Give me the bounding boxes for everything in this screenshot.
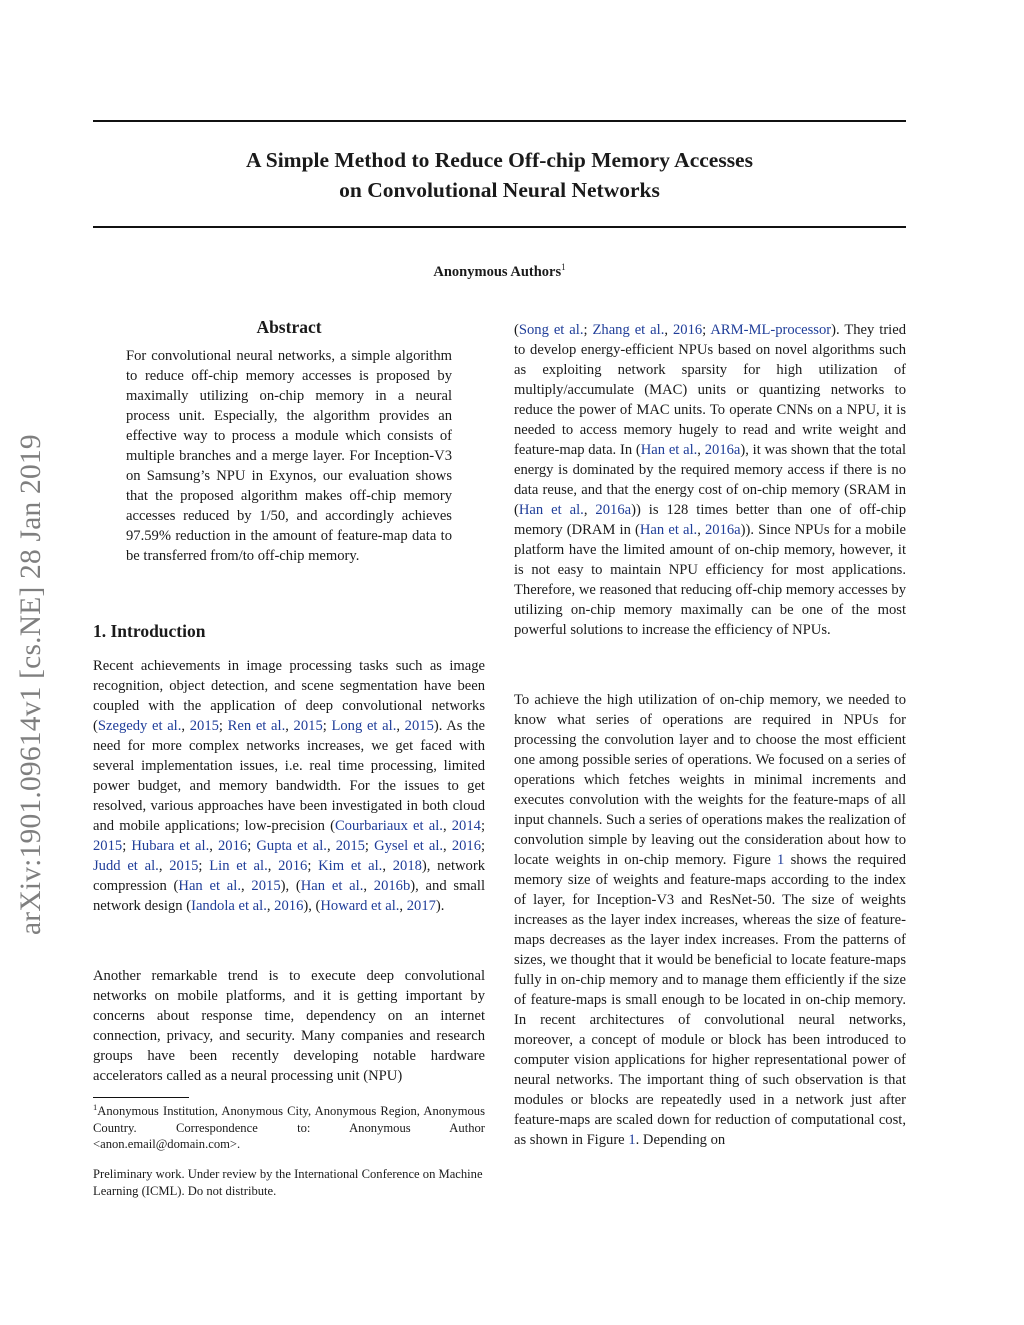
- citation-link[interactable]: 2018: [392, 858, 422, 874]
- text-run: ,: [158, 858, 170, 874]
- footnote-text: Anonymous Institution, Anonymous City, Anonymous Region, Anonymous Country. Correspondence to: Anonymous Author <anon.email@domain.com>.: [93, 1104, 485, 1152]
- text-run: (: [514, 322, 519, 338]
- text-run: ,: [664, 322, 673, 338]
- text-run: ,: [363, 878, 374, 894]
- citation-link[interactable]: 2015: [251, 878, 281, 894]
- text-run: ;: [322, 718, 332, 734]
- citation-link[interactable]: 2016a: [595, 502, 632, 518]
- text-run: ;: [218, 718, 228, 734]
- citation-link[interactable]: 1: [777, 852, 785, 868]
- citation-link[interactable]: 2015: [169, 858, 199, 874]
- right-paragraph-2: [514, 690, 906, 1150]
- citation-link[interactable]: 2014: [451, 818, 481, 834]
- footnote-mark: 1: [93, 1102, 98, 1112]
- citation-link[interactable]: Hubara et al.: [131, 838, 210, 854]
- citation-link[interactable]: Gysel et al.: [374, 838, 444, 854]
- text-run: ,: [240, 878, 252, 894]
- text-run: ,: [382, 858, 393, 874]
- text-run: shows the required memory size of weights and feature-maps according to the index of layer, for Inception-V3 and ResNet-50. The size of weights increases as the layer index increases, whereas the size of feature-maps decreases as the layer index increases. From the patterns of sizes, we thought that it would be beneficial to locate feature-maps fully in on-chip memory and to manage them efficiently if the size of feature-maps is small enough to be located in on-chip memory. In recent architectures of convolutional neural networks, moreover, a concept of module or block has been introduced to computer vision applications for higher representational power of neural networks. The important thing of such observation is that modules or blocks are repeatedly used in a network just after feature-maps are scaled down for reduction of computational cost, as shown in Figure: [514, 852, 907, 1148]
- abstract-body: [126, 346, 452, 566]
- right-paragraph-2-text: [514, 690, 906, 1150]
- text-run: ,: [181, 718, 190, 734]
- text-run: ;: [481, 838, 486, 854]
- citation-link[interactable]: 2015: [404, 718, 434, 734]
- text-run: ,: [697, 522, 705, 538]
- citation-link[interactable]: Han et al.: [518, 502, 584, 518]
- text-run: ), (: [280, 878, 301, 894]
- citation-link[interactable]: ARM-ML-processor: [710, 322, 832, 338]
- text-run: To achieve the high utilization of on-chip memory, we needed to know what series of operations are required in NPUs for processing the convolution layer and to choose the most efficient one among possible series of operations. We focused on a series of operations which fetches weights in minimal increments and executes convolution with the weights for the feature-maps of all input channels. Such a series of operations makes the realization of convolution simple by leaving out the consideration about how to locate weights in on-chip memory. Figure: [514, 692, 906, 868]
- citation-link[interactable]: 2015: [293, 718, 323, 734]
- text-run: )) is 128 times better than one of off-chip memory (DRAM in (: [514, 502, 906, 538]
- citation-link[interactable]: Han et al.: [640, 442, 698, 458]
- citation-link[interactable]: Zhang et al.: [592, 322, 665, 338]
- abstract-heading: Abstract: [256, 317, 322, 337]
- right-paragraph-1-text: [514, 320, 906, 640]
- text-run: ;: [583, 322, 593, 338]
- citation-link[interactable]: 2016: [218, 838, 248, 854]
- citation-link[interactable]: 2016a: [704, 442, 741, 458]
- intro-paragraph-2: [93, 966, 485, 1086]
- citation-link[interactable]: Iandola et al.: [191, 898, 267, 914]
- top-rule: [93, 120, 906, 122]
- text-run: ).: [435, 898, 445, 914]
- text-run: ), network compression (: [93, 858, 485, 894]
- text-run: ;: [307, 858, 319, 874]
- text-run: ;: [364, 838, 375, 854]
- citation-link[interactable]: Szegedy et al.: [97, 718, 182, 734]
- citation-link[interactable]: 2016: [451, 838, 481, 854]
- text-run: ;: [702, 322, 711, 338]
- citation-link[interactable]: Courbariaux et al.: [334, 818, 443, 834]
- citation-link[interactable]: 2016: [274, 898, 304, 914]
- preliminary-note: Preliminary work. Under review by the International Conference on Machine Learning (ICML). Do not distribute.: [93, 1167, 483, 1198]
- citation-link[interactable]: Han et al.: [300, 878, 364, 894]
- text-run: ), it was shown that the total energy is dominated by the required memory access if there is no data reuse, and that the energy cost of on-chip memory (SRAM in (: [514, 442, 907, 518]
- right-paragraph-1: [514, 320, 906, 640]
- author-line: [93, 262, 906, 281]
- intro-paragraph-1-text: [93, 656, 485, 916]
- text-run: )). Since NPUs for a mobile platform have the limited amount of on-chip memory, however, it is not easy to maintain NPU efficiency for most applications. Therefore, we reasoned that reducing off-chip memory accesses by utilizing on-chip memory maximally can be one of the most powerful solutions to increase the efficiency of NPUs.: [514, 522, 906, 638]
- text-run: ), and small network design (: [93, 878, 486, 914]
- abstract-text: For convolutional neural networks, a simple algorithm to reduce off-chip memory accesses is proposed by maximally utilizing on-chip memory in a neural process unit. Especially, the algorithm provides an effective way to process a module which consists of multiple branches and a merge layer. For Inception-V3 on Samsung’s NPU in Exynos, our evaluation shows that the proposed algorithm makes off-chip memory accesses reduced by 1/50, and accordingly achieves 97.59% reduction in the amount of feature-map data to be transferred from/to off-chip memory.: [126, 348, 452, 564]
- section-heading-introduction: 1. Introduction: [93, 621, 206, 641]
- citation-link[interactable]: Kim et al.: [318, 858, 383, 874]
- text-run: ;: [198, 858, 210, 874]
- intro-paragraph-1: [93, 656, 485, 916]
- citation-link[interactable]: 1: [628, 1132, 636, 1148]
- text-run: ,: [396, 718, 405, 734]
- citation-link[interactable]: Han et al.: [178, 878, 241, 894]
- citation-link[interactable]: 2015: [189, 718, 219, 734]
- citation-link[interactable]: Ren et al.: [227, 718, 286, 734]
- citation-link[interactable]: 2016a: [704, 522, 741, 538]
- citation-link[interactable]: 2015: [335, 838, 365, 854]
- title-line-1: A Simple Method to Reduce Off-chip Memory Accesses: [246, 148, 753, 172]
- text-run: ;: [122, 838, 132, 854]
- citation-link[interactable]: Gupta et al.: [256, 838, 327, 854]
- text-run: ,: [442, 818, 452, 834]
- bottom-title-rule: [93, 226, 906, 228]
- text-run: ,: [285, 718, 294, 734]
- footnote-rule: [93, 1097, 189, 1098]
- footnote: [93, 1099, 485, 1153]
- text-run: ). As the need for more complex networks increases, we get faced with several implementation issues, i.e. real time processing, limited power budget, and memory bandwidth. For the issues to get resolved, various approaches have been investigated in both cloud and mobile applications; low-precision (: [93, 718, 485, 834]
- citation-link[interactable]: Howard et al.: [320, 898, 400, 914]
- text-run: ,: [399, 898, 407, 914]
- text-run: Recent achievements in image processing tasks such as image recognition, object detection, and scene segmentation have been coupled with the application of deep convolutional networks (: [93, 658, 485, 734]
- citation-link[interactable]: 2015: [93, 838, 123, 854]
- citation-link[interactable]: Long et al.: [331, 718, 397, 734]
- text-run: ), (: [303, 898, 321, 914]
- citation-link[interactable]: Judd et al.: [93, 858, 159, 874]
- text-run: ,: [583, 502, 596, 518]
- text-run: ,: [697, 442, 705, 458]
- citation-link[interactable]: 2016: [672, 322, 703, 338]
- text-run: ;: [480, 818, 485, 834]
- citation-link[interactable]: 2017: [406, 898, 436, 914]
- title-line-2: on Convolutional Neural Networks: [339, 178, 660, 202]
- arxiv-stamp: arXiv:1901.09614v1 [cs.NE] 28 Jan 2019: [15, 434, 47, 935]
- citation-link[interactable]: 2016: [278, 858, 308, 874]
- text-run: ,: [267, 858, 279, 874]
- text-run: ). They tried to develop energy-efficient NPUs based on novel algorithms such as exploiting network sparsity for high utilization of multiply/accumulate (MAC) units or quantizing networks to reduce the power of MAC units. To operate CNNs on a NPU, it is needed to access memory hugely to read and write weight and feature-map data. In (: [514, 322, 907, 458]
- text-run: ,: [209, 838, 218, 854]
- paper-title: [93, 145, 906, 205]
- text-run: . Depending on: [635, 1132, 726, 1148]
- citation-link[interactable]: Lin et al.: [209, 858, 268, 874]
- citation-link[interactable]: Han et al.: [639, 522, 698, 538]
- text-run: ,: [326, 838, 336, 854]
- author-affiliation-mark: 1: [561, 262, 566, 272]
- citation-link[interactable]: 2016b: [373, 878, 411, 894]
- intro-paragraph-2-text: Another remarkable trend is to execute deep convolutional networks on mobile platforms, and it is getting important by concerns about response time, dependency on an internet connection, privacy, and security. Many companies and research groups have been recently developing notable hardware accelerators called as a neural processing unit (NPU): [93, 968, 485, 1084]
- citation-link[interactable]: Song et al.: [518, 322, 584, 338]
- authors: Anonymous Authors: [433, 263, 562, 280]
- text-run: ;: [247, 838, 257, 854]
- text-run: ,: [443, 838, 452, 854]
- text-run: ,: [266, 898, 275, 914]
